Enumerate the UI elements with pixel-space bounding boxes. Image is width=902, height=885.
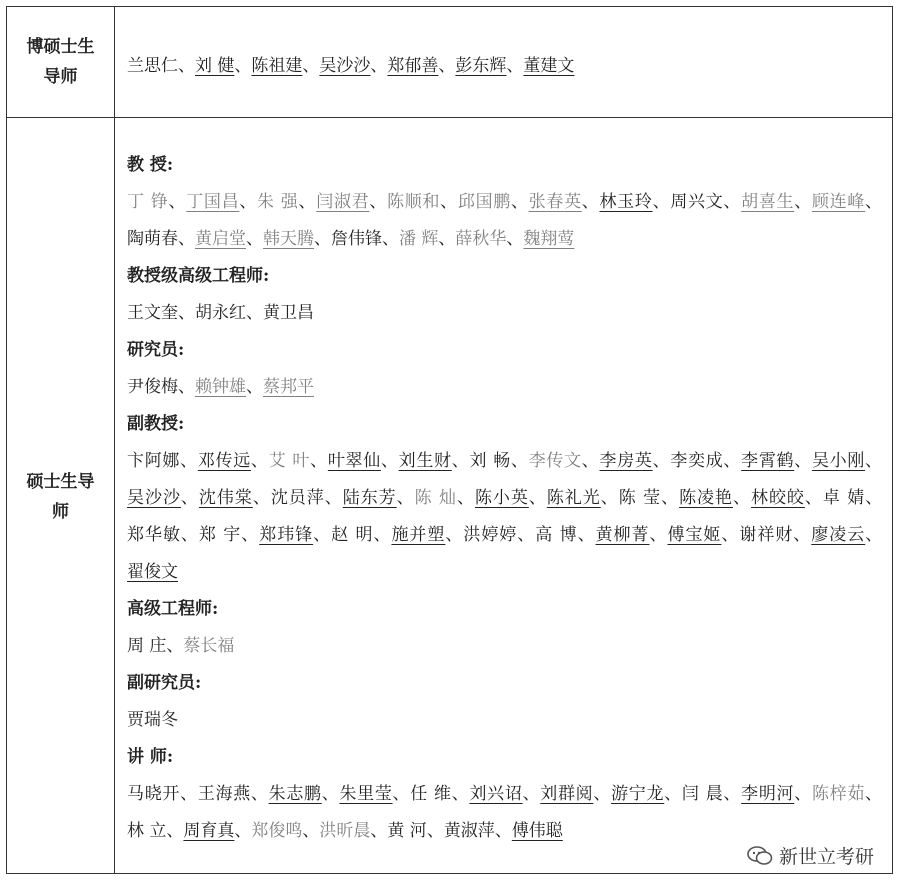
name-separator: 、 (250, 784, 269, 804)
supervisor-name: 马晓开 (127, 784, 181, 804)
supervisor-name: 彭东辉 (455, 56, 507, 76)
supervisor-name: 朱志鹏 (268, 784, 322, 804)
name-separator: 、 (445, 525, 464, 545)
supervisor-name: 翟俊文 (127, 562, 178, 582)
name-separator: 、 (166, 636, 184, 656)
name-separator: 、 (506, 229, 524, 249)
name-separator: 、 (178, 303, 195, 323)
supervisor-name: 王海燕 (197, 784, 251, 804)
supervisor-name: 艾 叶 (268, 451, 311, 471)
supervisor-name: 尹俊梅 (127, 377, 178, 397)
name-separator: 、 (252, 488, 271, 508)
row-divider (7, 117, 892, 118)
supervisor-name: 谢祥财 (739, 525, 794, 545)
name-separator: 、 (396, 488, 415, 508)
name-separator: 、 (865, 525, 883, 545)
name-separator: 、 (250, 451, 269, 471)
supervisor-name: 刘群阅 (540, 784, 594, 804)
supervisor-name: 闫淑君 (316, 192, 370, 212)
name-separator: 、 (794, 192, 812, 212)
supervisor-name: 周育真 (183, 821, 235, 841)
name-separator: 、 (234, 56, 252, 76)
supervisor-name: 陈顺和 (387, 192, 441, 212)
section-heading: 副研究员: (127, 673, 202, 693)
masters-label-line-1: 硕士生导 (26, 472, 95, 492)
supervisor-name: 李奕成 (670, 451, 724, 471)
name-separator: 、 (370, 56, 388, 76)
supervisor-name: 邓传远 (197, 451, 251, 471)
name-separator: 、 (180, 525, 199, 545)
supervisor-name: 胡永红 (195, 303, 246, 323)
supervisor-name: 张春英 (528, 192, 582, 212)
supervisor-name: 郑 宇 (198, 525, 242, 545)
name-separator: 、 (168, 192, 187, 212)
masters-supervisor-label (7, 467, 114, 527)
name-separator: 、 (314, 229, 331, 249)
name-separator: 、 (456, 488, 475, 508)
supervisor-name: 郑华敏 (127, 525, 181, 545)
supervisor-name: 顾连峰 (811, 192, 866, 212)
supervisor-name: 吴沙沙 (127, 488, 181, 508)
supervisor-name: 陈礼光 (546, 488, 601, 508)
name-separator: 、 (804, 488, 823, 508)
section-heading: 副教授: (127, 414, 185, 434)
supervisor-name: 游宁龙 (611, 784, 665, 804)
section-names (127, 628, 882, 665)
supervisor-name: 傅宝姬 (667, 525, 722, 545)
supervisor-name: 廖凌云 (811, 525, 866, 545)
name-separator: 、 (652, 192, 671, 212)
name-separator: 、 (522, 784, 541, 804)
name-separator: 、 (577, 525, 596, 545)
name-separator: 、 (723, 451, 742, 471)
name-separator: 、 (241, 525, 260, 545)
supervisor-name: 陆东芳 (342, 488, 397, 508)
supervisor-name: 洪婷婷 (463, 525, 518, 545)
name-separator: 、 (438, 56, 456, 76)
name-separator: 、 (373, 525, 392, 545)
supervisor-name: 朱里莹 (339, 784, 393, 804)
supervisor-name: 李房英 (599, 451, 653, 471)
supervisor-name: 吴沙沙 (319, 56, 371, 76)
section-heading: 高级工程师: (127, 599, 219, 619)
supervisor-name: 蔡邦平 (263, 377, 314, 397)
supervisor-name: 陈祖建 (251, 56, 303, 76)
name-separator: 、 (310, 451, 328, 471)
name-separator: 、 (380, 451, 399, 471)
supervisor-name: 卓 婧 (822, 488, 866, 508)
name-separator: 、 (600, 488, 619, 508)
supervisor-name: 陶萌春 (127, 229, 178, 249)
name-separator: 、 (370, 821, 388, 841)
name-separator: 、 (794, 451, 812, 471)
supervisor-name: 郑俊鸣 (251, 821, 303, 841)
supervisor-name: 詹伟锋 (331, 229, 382, 249)
supervisor-name: 朱 强 (257, 192, 299, 212)
doctoral-supervisor-label (7, 32, 114, 92)
supervisor-name: 韩天腾 (263, 229, 314, 249)
doctoral-names (127, 51, 882, 81)
name-separator: 、 (246, 229, 263, 249)
name-separator: 、 (302, 56, 320, 76)
supervisor-name: 薛秋华 (455, 229, 507, 249)
supervisor-name: 周 庄 (127, 636, 167, 656)
supervisor-name: 林皎皎 (750, 488, 805, 508)
supervisor-name: 蔡长福 (183, 636, 235, 656)
name-separator: 、 (392, 784, 411, 804)
supervisor-name: 刘生财 (398, 451, 452, 471)
section-heading: 教授级高级工程师: (127, 266, 270, 286)
supervisor-name: 周兴文 (670, 192, 724, 212)
name-separator: 、 (239, 192, 258, 212)
name-separator: 、 (180, 784, 198, 804)
supervisor-name: 陈梓茹 (811, 784, 866, 804)
masters-label-line-2: 师 (52, 502, 69, 522)
watermark (741, 840, 880, 871)
supervisor-name: 郑郁善 (387, 56, 439, 76)
name-separator: 、 (581, 192, 600, 212)
watermark-text: 新世立考研 (778, 846, 874, 868)
supervisor-name: 李霄鹤 (741, 451, 795, 471)
doctoral-label-line-2: 导师 (43, 67, 78, 87)
supervisor-name: 黄启堂 (195, 229, 246, 249)
name-separator: 、 (324, 488, 343, 508)
supervisor-name: 黄卫昌 (263, 303, 314, 323)
supervisor-name: 董建文 (523, 56, 575, 76)
supervisor-name: 郑玮锋 (259, 525, 314, 545)
name-separator: 、 (865, 192, 883, 212)
name-separator: 、 (664, 784, 682, 804)
name-separator: 、 (451, 784, 470, 804)
name-separator: 、 (581, 451, 600, 471)
supervisor-name: 王文奎 (127, 303, 178, 323)
supervisor-table (6, 6, 893, 874)
name-separator: 、 (723, 192, 742, 212)
supervisor-name: 施并塑 (391, 525, 446, 545)
supervisor-name: 林 立 (127, 821, 167, 841)
section-names (127, 369, 882, 406)
name-separator: 、 (313, 525, 332, 545)
supervisor-name: 魏翔莺 (523, 229, 575, 249)
section-names (127, 702, 882, 739)
name-separator: 、 (517, 525, 536, 545)
name-separator: 、 (178, 229, 195, 249)
supervisor-name: 赖钟雄 (195, 377, 246, 397)
section-heading: 教 授: (127, 155, 174, 175)
supervisor-name: 任 维 (410, 784, 452, 804)
supervisor-name: 陈小英 (474, 488, 529, 508)
name-separator: 、 (246, 377, 263, 397)
name-separator: 、 (438, 229, 456, 249)
name-separator: 、 (723, 784, 742, 804)
supervisor-name: 刘 健 (195, 56, 235, 76)
name-separator: 、 (302, 821, 320, 841)
supervisor-name: 沈员萍 (270, 488, 325, 508)
name-separator: 、 (234, 821, 252, 841)
name-separator: 、 (732, 488, 751, 508)
column-divider (114, 7, 115, 873)
name-separator: 、 (793, 525, 812, 545)
supervisor-name: 高 博 (535, 525, 578, 545)
supervisor-name: 胡喜生 (741, 192, 795, 212)
supervisor-name: 刘兴诏 (469, 784, 523, 804)
supervisor-name: 叶翠仙 (327, 451, 381, 471)
name-separator: 、 (178, 56, 195, 76)
name-separator: 、 (180, 488, 199, 508)
section-heading: 研究员: (127, 340, 185, 360)
supervisor-name: 陈 莹 (618, 488, 662, 508)
supervisor-name: 傅伟聪 (511, 821, 563, 841)
name-separator: 、 (593, 784, 612, 804)
wechat-bubble-icon (747, 845, 773, 867)
supervisor-name: 丁国昌 (186, 192, 240, 212)
name-separator: 、 (166, 821, 184, 841)
name-separator: 、 (649, 525, 668, 545)
name-separator: 、 (794, 784, 812, 804)
supervisor-name: 刘 畅 (469, 451, 511, 471)
supervisor-name: 林玉玲 (599, 192, 653, 212)
name-separator: 、 (494, 821, 512, 841)
supervisor-name: 潘 辉 (399, 229, 439, 249)
name-separator: 、 (528, 488, 547, 508)
name-separator: 、 (451, 451, 470, 471)
supervisor-name: 卞阿娜 (127, 451, 181, 471)
supervisor-name: 兰思仁 (127, 56, 178, 76)
name-separator: 、 (652, 451, 671, 471)
section-heading: 讲 师: (127, 747, 174, 767)
supervisor-name: 洪昕晨 (319, 821, 371, 841)
name-separator: 、 (178, 377, 195, 397)
name-separator: 、 (661, 488, 680, 508)
supervisor-name: 沈伟棠 (198, 488, 253, 508)
name-separator: 、 (298, 192, 317, 212)
name-separator: 、 (721, 525, 740, 545)
supervisor-name: 贾瑞冬 (127, 710, 178, 730)
supervisor-name: 陈 灿 (414, 488, 457, 508)
supervisor-name: 李明河 (741, 784, 795, 804)
name-separator: 、 (382, 229, 399, 249)
supervisor-name: 李传文 (528, 451, 582, 471)
supervisor-name: 吴小刚 (811, 451, 866, 471)
name-separator: 、 (510, 451, 529, 471)
name-separator: 、 (369, 192, 388, 212)
section-names (127, 295, 882, 332)
supervisor-name: 丁 铮 (127, 192, 169, 212)
supervisor-name: 黄 河 (387, 821, 427, 841)
supervisor-name: 黄柳菁 (595, 525, 650, 545)
name-separator: 、 (865, 488, 883, 508)
name-separator: 、 (180, 451, 198, 471)
name-separator: 、 (321, 784, 340, 804)
name-separator: 、 (440, 192, 458, 212)
name-separator: 、 (510, 192, 529, 212)
supervisor-name: 闫 晨 (681, 784, 724, 804)
name-separator: 、 (246, 303, 263, 323)
name-separator: 、 (506, 56, 524, 76)
name-separator: 、 (865, 784, 883, 804)
doctoral-label-line-1: 博硕士生 (26, 37, 95, 57)
supervisor-name: 陈凌艳 (679, 488, 733, 508)
supervisor-name: 黄淑萍 (443, 821, 495, 841)
section-names (127, 443, 882, 591)
masters-sections (127, 147, 882, 850)
name-separator: 、 (426, 821, 444, 841)
name-separator: 、 (865, 451, 883, 471)
section-names (127, 776, 882, 850)
supervisor-name: 邱国鹏 (457, 192, 511, 212)
section-names (127, 184, 882, 258)
supervisor-name: 赵 明 (331, 525, 374, 545)
